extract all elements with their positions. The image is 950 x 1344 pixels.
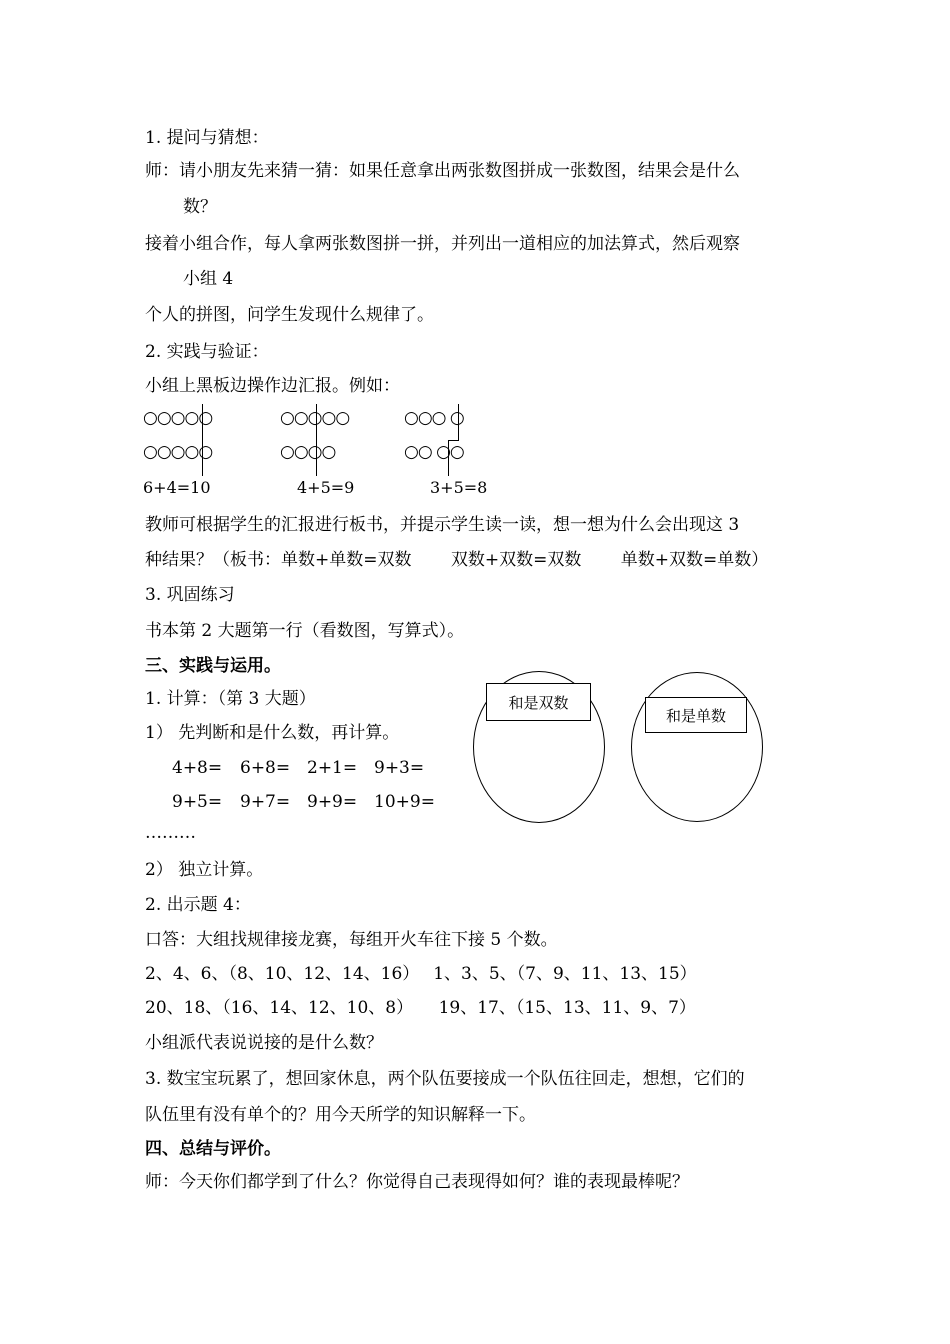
circles-top: ○○○ ○ [404, 408, 464, 428]
circles-top: ○○○○○ [143, 408, 213, 428]
calc-item: 10+9= [374, 792, 435, 812]
set-ellipse [631, 672, 763, 822]
teacher-line: 师：请小朋友先来猜一猜：如果任意拿出两张数图拼成一张数图，结果会是什么 [145, 161, 740, 181]
board-results-line: 种结果？（板书：单数+单数=双数 双数+双数=双数 单数+双数=单数） [145, 550, 769, 570]
divider-line-upper [458, 404, 459, 440]
divider-line-lower [448, 440, 449, 476]
section-4-title: 四、总结与评价。 [145, 1139, 281, 1159]
calc-item: 9+3= [374, 758, 425, 778]
circles-bottom: ○○○○○ [143, 442, 213, 462]
equation: 6+4=10 [143, 478, 211, 497]
divider-line [316, 404, 317, 476]
oral-answer-line: 口答：大组找规律接龙赛，每组开火车往下接 5 个数。 [145, 930, 558, 950]
item-3-story: 3. 数宝宝玩累了，想回家休息，两个队伍要接成一个队伍往回走，想想，它们的 [145, 1069, 745, 1089]
equation: 3+5=8 [430, 478, 488, 497]
calc-heading: 1. 计算：（第 3 大题） [145, 689, 316, 709]
divider-line [202, 404, 203, 476]
item-3-story-cont: 队伍里有没有单个的？用今天所学的知识解释一下。 [145, 1105, 536, 1125]
teacher-board-line: 教师可根据学生的汇报进行板书，并提示学生读一读，想一想为什么会出现这 3 [145, 515, 740, 535]
calc-item: 2+1= [307, 758, 358, 778]
sequence-line-1: 2、4、6、（8、10、12、14、16） 1、3、5、（7、9、11、13、15） [145, 964, 697, 984]
teacher-line-cont: 数？ [183, 197, 217, 217]
teacher-summary: 师：今天你们都学到了什么？你觉得自己表现得如何？谁的表现最棒呢？ [145, 1172, 689, 1192]
ellipsis: ……… [145, 823, 196, 843]
report-line: 小组上黑板边操作边汇报。例如： [145, 376, 400, 396]
calc-independent: 2） 独立计算。 [145, 860, 264, 880]
group-rep-line: 小组派代表说说接的是什么数？ [145, 1033, 383, 1053]
calc-item: 9+9= [307, 792, 358, 812]
group-line-cont2: 个人的拼图，问学生发现什么规律了。 [145, 305, 434, 325]
textbook-line: 书本第 2 大题第一行（看数图，写算式）。 [145, 621, 465, 641]
sequence-line-2: 20、18、（16、14、12、10、8） 19、17、（15、13、11、9、7） [145, 998, 696, 1018]
divider-step [448, 440, 459, 441]
section-3-title: 三、实践与运用。 [145, 656, 281, 676]
calc-instruction: 1） 先判断和是什么数，再计算。 [145, 723, 400, 743]
set-label: 和是单数 [645, 697, 747, 733]
item-1-heading: 1. 提问与猜想： [145, 128, 269, 148]
set-label: 和是双数 [486, 683, 591, 721]
item-3-heading: 3. 巩固练习 [145, 585, 235, 605]
item-2-show: 2. 出示题 4： [145, 895, 251, 915]
equation: 4+5=9 [297, 478, 355, 497]
calc-item: 9+5= [172, 792, 223, 812]
calc-item: 4+8= [172, 758, 223, 778]
circles-top: ○○○○○ [280, 408, 350, 428]
circles-bottom: ○○○○ [280, 442, 336, 462]
circles-bottom: ○○ ○○ [404, 442, 464, 462]
calc-item: 9+7= [240, 792, 291, 812]
item-2-heading: 2. 实践与验证： [145, 342, 269, 362]
calc-item: 6+8= [240, 758, 291, 778]
group-line-cont: 小组 4 [183, 269, 234, 289]
group-line: 接着小组合作，每人拿两张数图拼一拼，并列出一道相应的加法算式，然后观察 [145, 234, 740, 254]
